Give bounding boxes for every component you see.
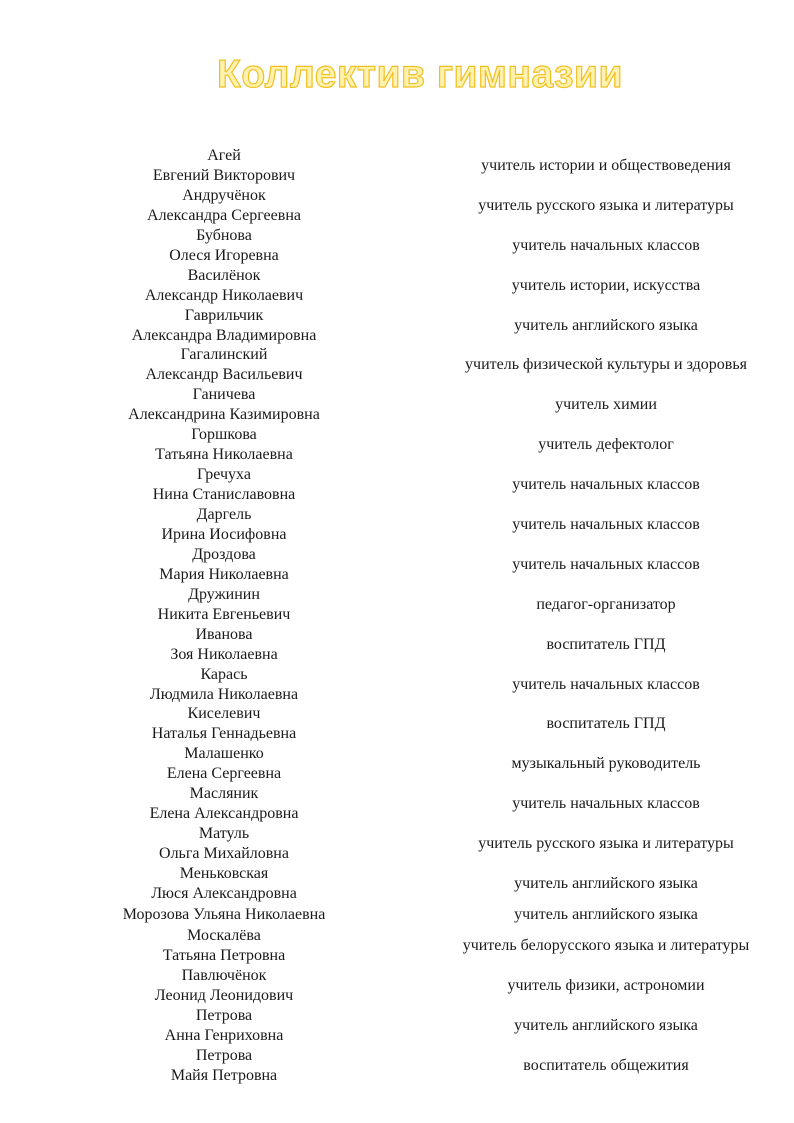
staff-row: [0, 465, 794, 505]
page-title: Коллектив гимназии: [217, 53, 623, 96]
staff-row: [0, 505, 794, 545]
staff-given-names: Никита Евгеньевич: [157, 605, 291, 623]
staff-surname: Матуль: [198, 825, 250, 843]
staff-row: [0, 926, 794, 966]
staff-role: учитель английского языка: [514, 874, 698, 892]
staff-role: учитель английского языка: [514, 1016, 698, 1034]
staff-role: учитель начальных классов: [512, 795, 700, 813]
staff-name: [0, 926, 448, 966]
staff-surname: Морозова Ульяна Николаевна: [122, 905, 326, 923]
staff-name: [0, 824, 448, 864]
staff-given-names: Зоя Николаевна: [170, 645, 278, 663]
staff-surname: Меньковская: [179, 864, 269, 882]
staff-surname: Иванова: [195, 625, 253, 643]
staff-surname: Гречуха: [197, 466, 251, 484]
staff-given-names: Мария Николаевна: [159, 565, 289, 583]
staff-name: [0, 345, 448, 385]
staff-surname: Киселевич: [187, 705, 261, 723]
staff-given-names: Татьяна Петровна: [162, 946, 286, 964]
staff-surname: Даргель: [196, 505, 252, 523]
staff-given-names: Ирина Иосифовна: [161, 525, 287, 543]
staff-name: [0, 905, 448, 925]
staff-surname: Гагалинский: [180, 346, 268, 364]
staff-given-names: Татьяна Николаевна: [155, 446, 293, 464]
staff-name: [0, 966, 448, 1006]
staff-name: [0, 1046, 448, 1086]
staff-row: [0, 306, 794, 346]
staff-list: [0, 146, 794, 1085]
staff-surname: Дроздова: [192, 545, 256, 563]
staff-surname: Андручёнок: [182, 186, 266, 204]
staff-row: [0, 345, 794, 385]
staff-given-names: Наталья Геннадьевна: [151, 725, 297, 743]
staff-role: учитель дефектолог: [538, 436, 674, 454]
staff-surname: Москалёва: [187, 926, 261, 944]
staff-name: [0, 704, 448, 744]
staff-surname: Павлючёнок: [181, 966, 267, 984]
staff-row: [0, 1046, 794, 1086]
staff-given-names: Ольга Михайловна: [159, 845, 289, 863]
staff-name: [0, 505, 448, 545]
staff-name: [0, 545, 448, 585]
staff-name: [0, 465, 448, 505]
staff-row: [0, 704, 794, 744]
staff-given-names: Майя Петровна: [170, 1066, 278, 1084]
staff-role: учитель начальных классов: [512, 476, 700, 494]
staff-surname: Дружинин: [188, 585, 260, 603]
staff-name: [0, 226, 448, 266]
staff-role: учитель химии: [555, 396, 657, 414]
staff-surname: Петрова: [195, 1046, 253, 1064]
staff-given-names: Евгений Викторович: [152, 166, 296, 184]
staff-given-names: Александр Васильевич: [145, 366, 303, 384]
staff-surname: Ганичева: [192, 386, 256, 404]
staff-role: учитель русского языка и литературы: [478, 835, 734, 853]
staff-name: [0, 1006, 448, 1046]
staff-row: [0, 784, 794, 824]
staff-role: учитель английского языка: [514, 905, 698, 923]
staff-surname: Горшкова: [191, 426, 257, 444]
staff-row: [0, 425, 794, 465]
staff-name: [0, 146, 448, 186]
staff-name: [0, 784, 448, 824]
staff-given-names: Елена Сергеевна: [166, 765, 282, 783]
staff-surname: Карась: [200, 665, 248, 683]
staff-surname: Масляник: [189, 785, 259, 803]
staff-name: [0, 186, 448, 226]
staff-role: воспитатель ГПД: [546, 715, 666, 733]
staff-surname: Бубнова: [196, 226, 252, 244]
staff-row: [0, 744, 794, 784]
staff-role: педагог-организатор: [536, 595, 676, 613]
staff-row: [0, 186, 794, 226]
staff-role: учитель начальных классов: [512, 555, 700, 573]
staff-given-names: Люся Александровна: [151, 884, 297, 902]
staff-surname: Малашенко: [184, 745, 264, 763]
staff-given-names: Леонид Леонидович: [154, 986, 294, 1004]
staff-name: [0, 744, 448, 784]
staff-row: [0, 966, 794, 1006]
staff-role: учитель физики, астрономии: [507, 976, 705, 994]
staff-row: [0, 625, 794, 665]
staff-given-names: Александр Николаевич: [144, 286, 304, 304]
staff-given-names: Анна Генриховна: [164, 1026, 284, 1044]
staff-role: учитель русского языка и литературы: [478, 196, 734, 214]
staff-row: [0, 545, 794, 585]
staff-name: [0, 864, 448, 904]
staff-name: [0, 425, 448, 465]
staff-role: учитель истории и обществоведения: [481, 156, 731, 174]
staff-row: [0, 146, 794, 186]
staff-name: [0, 385, 448, 425]
staff-given-names: Людмила Николаевна: [149, 685, 299, 703]
staff-row: [0, 385, 794, 425]
staff-given-names: Александрина Казимировна: [128, 406, 320, 424]
staff-row: [0, 1006, 794, 1046]
staff-name: [0, 306, 448, 346]
staff-row: [0, 226, 794, 266]
staff-row: [0, 665, 794, 705]
staff-name: [0, 585, 448, 625]
staff-role: учитель начальных классов: [512, 675, 700, 693]
staff-role: учитель начальных классов: [512, 236, 700, 254]
staff-role: учитель физической культуры и здоровья: [465, 356, 747, 374]
staff-given-names: Нина Станиславовна: [152, 486, 296, 504]
staff-name: [0, 625, 448, 665]
staff-role: воспитатель общежития: [523, 1056, 689, 1074]
staff-role: музыкальный руководитель: [511, 755, 701, 773]
staff-given-names: Елена Александровна: [149, 805, 299, 823]
staff-role: учитель английского языка: [514, 316, 698, 334]
staff-role: учитель начальных классов: [512, 515, 700, 533]
staff-row: [0, 585, 794, 625]
staff-given-names: Александра Владимировна: [131, 326, 317, 344]
staff-given-names: Александра Сергеевна: [147, 206, 301, 224]
staff-given-names: Олеся Игоревна: [169, 246, 279, 264]
staff-surname: Агей: [207, 146, 241, 164]
staff-name: [0, 665, 448, 705]
staff-row: [0, 864, 794, 904]
staff-name: [0, 266, 448, 306]
staff-role: учитель истории, искусства: [511, 276, 701, 294]
staff-surname: Гаврильчик: [184, 306, 264, 324]
staff-row: [0, 824, 794, 864]
staff-surname: Василёнок: [187, 266, 261, 284]
staff-role: воспитатель ГПД: [546, 635, 666, 653]
staff-surname: Петрова: [195, 1006, 253, 1024]
staff-role: учитель белорусского языка и литературы: [462, 936, 750, 954]
staff-row: [0, 266, 794, 306]
staff-row: [0, 904, 794, 926]
